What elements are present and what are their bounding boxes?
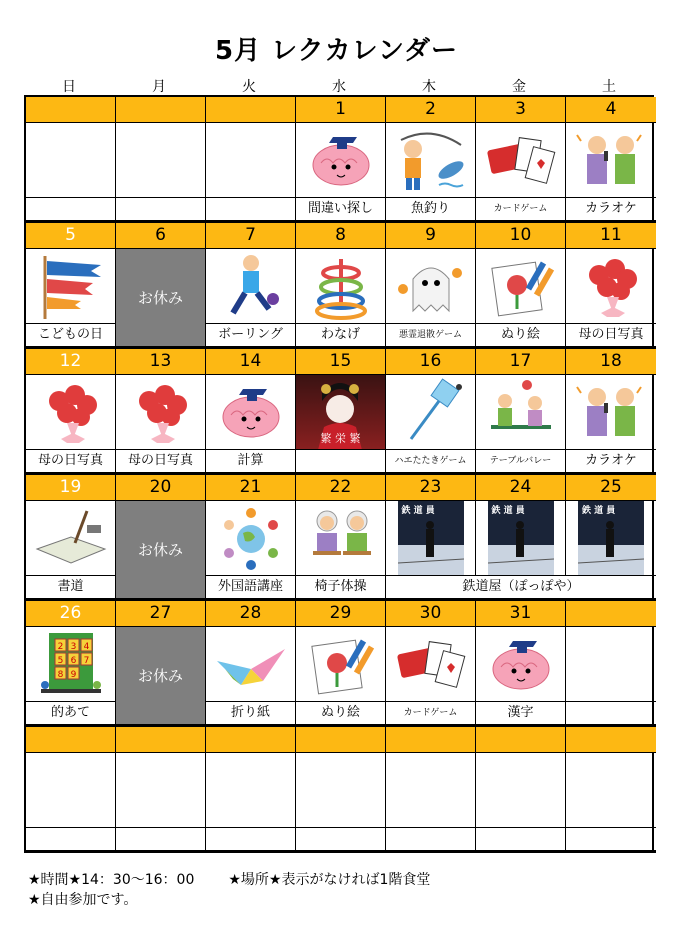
date-cell: 29 [296, 601, 386, 627]
date-cell: 30 [386, 601, 476, 627]
svg-text:9: 9 [70, 670, 76, 680]
activity-label: こどもの日 [26, 324, 116, 349]
date-cell [26, 97, 116, 123]
karaoke-icon [566, 123, 656, 198]
activity-label [26, 828, 116, 853]
fishing-icon [386, 123, 476, 198]
activity-label: 漢字 [476, 702, 566, 727]
date-cell: 15 [296, 349, 386, 375]
activity-label: わなげ [296, 324, 386, 349]
poster-caption: 鉄 道 員 [582, 505, 616, 516]
calendar-grid [24, 95, 654, 853]
poster-caption: 鉄 道 員 [401, 505, 435, 516]
footer-place: ★場所★表示がなければ1階食堂 [228, 872, 431, 888]
activity-label [566, 702, 656, 727]
kabuki-caption: 繁 栄 繁 [320, 431, 361, 445]
footer-line-1 [28, 869, 464, 889]
calligraphy-icon [26, 501, 116, 576]
date-cell: 3 [476, 97, 566, 123]
svg-text:4: 4 [83, 642, 89, 652]
ring-toss-icon [296, 249, 386, 324]
activity-label [206, 198, 296, 223]
activity-label: 書道 [26, 576, 116, 601]
date-cell: 11 [566, 223, 656, 249]
movie-poster-icon [386, 501, 476, 576]
activity-label: カラオケ [566, 450, 656, 475]
brain-icon [476, 627, 566, 702]
date-cell [206, 727, 296, 753]
activity-label [26, 198, 116, 223]
activity-label: 折り紙 [206, 702, 296, 727]
activity-label: カラオケ [566, 198, 656, 223]
date-cell [476, 727, 566, 753]
origami-crane-icon [206, 627, 296, 702]
weekday-0: 日 [62, 79, 76, 95]
empty-image-cell [476, 753, 566, 828]
date-cell: 16 [386, 349, 476, 375]
activity-label [296, 450, 386, 475]
activity-label [386, 828, 476, 853]
activity-label: 的あて [26, 702, 116, 727]
date-cell: 13 [116, 349, 206, 375]
empty-image-cell [206, 123, 296, 198]
activity-label [566, 828, 656, 853]
weekday-6: 土 [602, 79, 616, 95]
date-cell: 20 [116, 475, 206, 501]
empty-image-cell [386, 753, 476, 828]
carp-streamer-icon [26, 249, 116, 324]
svg-text:8: 8 [57, 670, 63, 680]
date-cell [566, 727, 656, 753]
date-cell: 14 [206, 349, 296, 375]
svg-text:6: 6 [70, 656, 76, 666]
date-cell: 17 [476, 349, 566, 375]
activity-label: テーブルバレー [476, 450, 566, 475]
activity-label: ぬり絵 [296, 702, 386, 727]
kabuki-photo-icon [296, 375, 386, 450]
chair-exercise-icon [296, 501, 386, 576]
carnation-icon [116, 375, 206, 450]
ghost-icon [386, 249, 476, 324]
karaoke-icon [566, 375, 656, 450]
date-cell: 1 [296, 97, 386, 123]
activity-label: 外国語講座 [206, 576, 296, 601]
date-cell: 5 [26, 223, 116, 249]
carnation-icon [26, 375, 116, 450]
date-cell [206, 97, 296, 123]
weekday-1: 月 [152, 79, 166, 95]
activity-label: 間違い探し [296, 198, 386, 223]
activity-label: 魚釣り [386, 198, 476, 223]
date-cell: 31 [476, 601, 566, 627]
date-cell: 10 [476, 223, 566, 249]
activity-label: 母の日写真 [26, 450, 116, 475]
movie-poster-icon [476, 501, 566, 576]
volleyball-icon [476, 375, 566, 450]
target-board-icon [26, 627, 116, 702]
globe-people-icon [206, 501, 296, 576]
date-cell [26, 727, 116, 753]
activity-label: 悪霊退散ゲーム [386, 324, 476, 349]
weekday-3: 水 [332, 79, 346, 95]
page-title: 5月 レクカレンダー [215, 36, 458, 66]
date-cell: 27 [116, 601, 206, 627]
carnation-icon [566, 249, 656, 324]
cards-icon [476, 123, 566, 198]
date-cell [116, 727, 206, 753]
date-cell [296, 727, 386, 753]
activity-label: ボーリング [206, 324, 296, 349]
activity-label: 母の日写真 [116, 450, 206, 475]
fly-swatter-icon [386, 375, 476, 450]
svg-text:3: 3 [70, 642, 76, 652]
date-cell: 22 [296, 475, 386, 501]
brain-icon [206, 375, 296, 450]
svg-text:7: 7 [83, 656, 89, 666]
poster-caption: 鉄 道 員 [491, 505, 525, 516]
date-cell: 18 [566, 349, 656, 375]
activity-label: カードゲーム [476, 198, 566, 223]
empty-image-cell [566, 753, 656, 828]
empty-image-cell [116, 753, 206, 828]
footer-time: ★時間★14：30〜16：00 [28, 872, 195, 888]
closed-day-cell: お休み [116, 501, 206, 601]
date-cell: 12 [26, 349, 116, 375]
activity-label [116, 198, 206, 223]
empty-image-cell [296, 753, 386, 828]
date-cell: 26 [26, 601, 116, 627]
empty-image-cell [566, 627, 656, 702]
empty-image-cell [26, 753, 116, 828]
activity-label: 母の日写真 [566, 324, 656, 349]
weekday-4: 木 [422, 79, 436, 95]
svg-text:5: 5 [57, 656, 63, 666]
date-cell: 4 [566, 97, 656, 123]
movie-poster-icon [566, 501, 656, 576]
bowling-icon [206, 249, 296, 324]
date-cell: 25 [566, 475, 656, 501]
date-cell: 2 [386, 97, 476, 123]
closed-day-cell: お休み [116, 627, 206, 727]
date-cell: 21 [206, 475, 296, 501]
date-cell: 8 [296, 223, 386, 249]
closed-day-cell: お休み [116, 249, 206, 349]
date-cell [566, 601, 656, 627]
activity-label: ぬり絵 [476, 324, 566, 349]
coloring-icon [296, 627, 386, 702]
activity-label: カードゲーム [386, 702, 476, 727]
date-cell: 28 [206, 601, 296, 627]
activity-label [116, 828, 206, 853]
activity-label [206, 828, 296, 853]
date-cell [386, 727, 476, 753]
coloring-icon [476, 249, 566, 324]
activity-label [476, 828, 566, 853]
activity-label: 鉄道屋（ぽっぽや） [386, 576, 656, 601]
empty-image-cell [26, 123, 116, 198]
date-cell [116, 97, 206, 123]
date-cell: 6 [116, 223, 206, 249]
date-cell: 9 [386, 223, 476, 249]
date-cell: 19 [26, 475, 116, 501]
date-cell: 24 [476, 475, 566, 501]
weekday-2: 火 [242, 79, 256, 95]
date-cell: 7 [206, 223, 296, 249]
empty-image-cell [116, 123, 206, 198]
empty-image-cell [206, 753, 296, 828]
weekday-header [24, 76, 654, 94]
footer-note: ★自由参加です。 [28, 892, 138, 908]
brain-icon [296, 123, 386, 198]
activity-label [296, 828, 386, 853]
svg-text:2: 2 [57, 642, 63, 652]
date-cell: 23 [386, 475, 476, 501]
weekday-5: 金 [512, 79, 526, 95]
activity-label: 椅子体操 [296, 576, 386, 601]
cards-icon [386, 627, 476, 702]
activity-label: 計算 [206, 450, 296, 475]
activity-label: ハエたたきゲーム [386, 450, 476, 475]
